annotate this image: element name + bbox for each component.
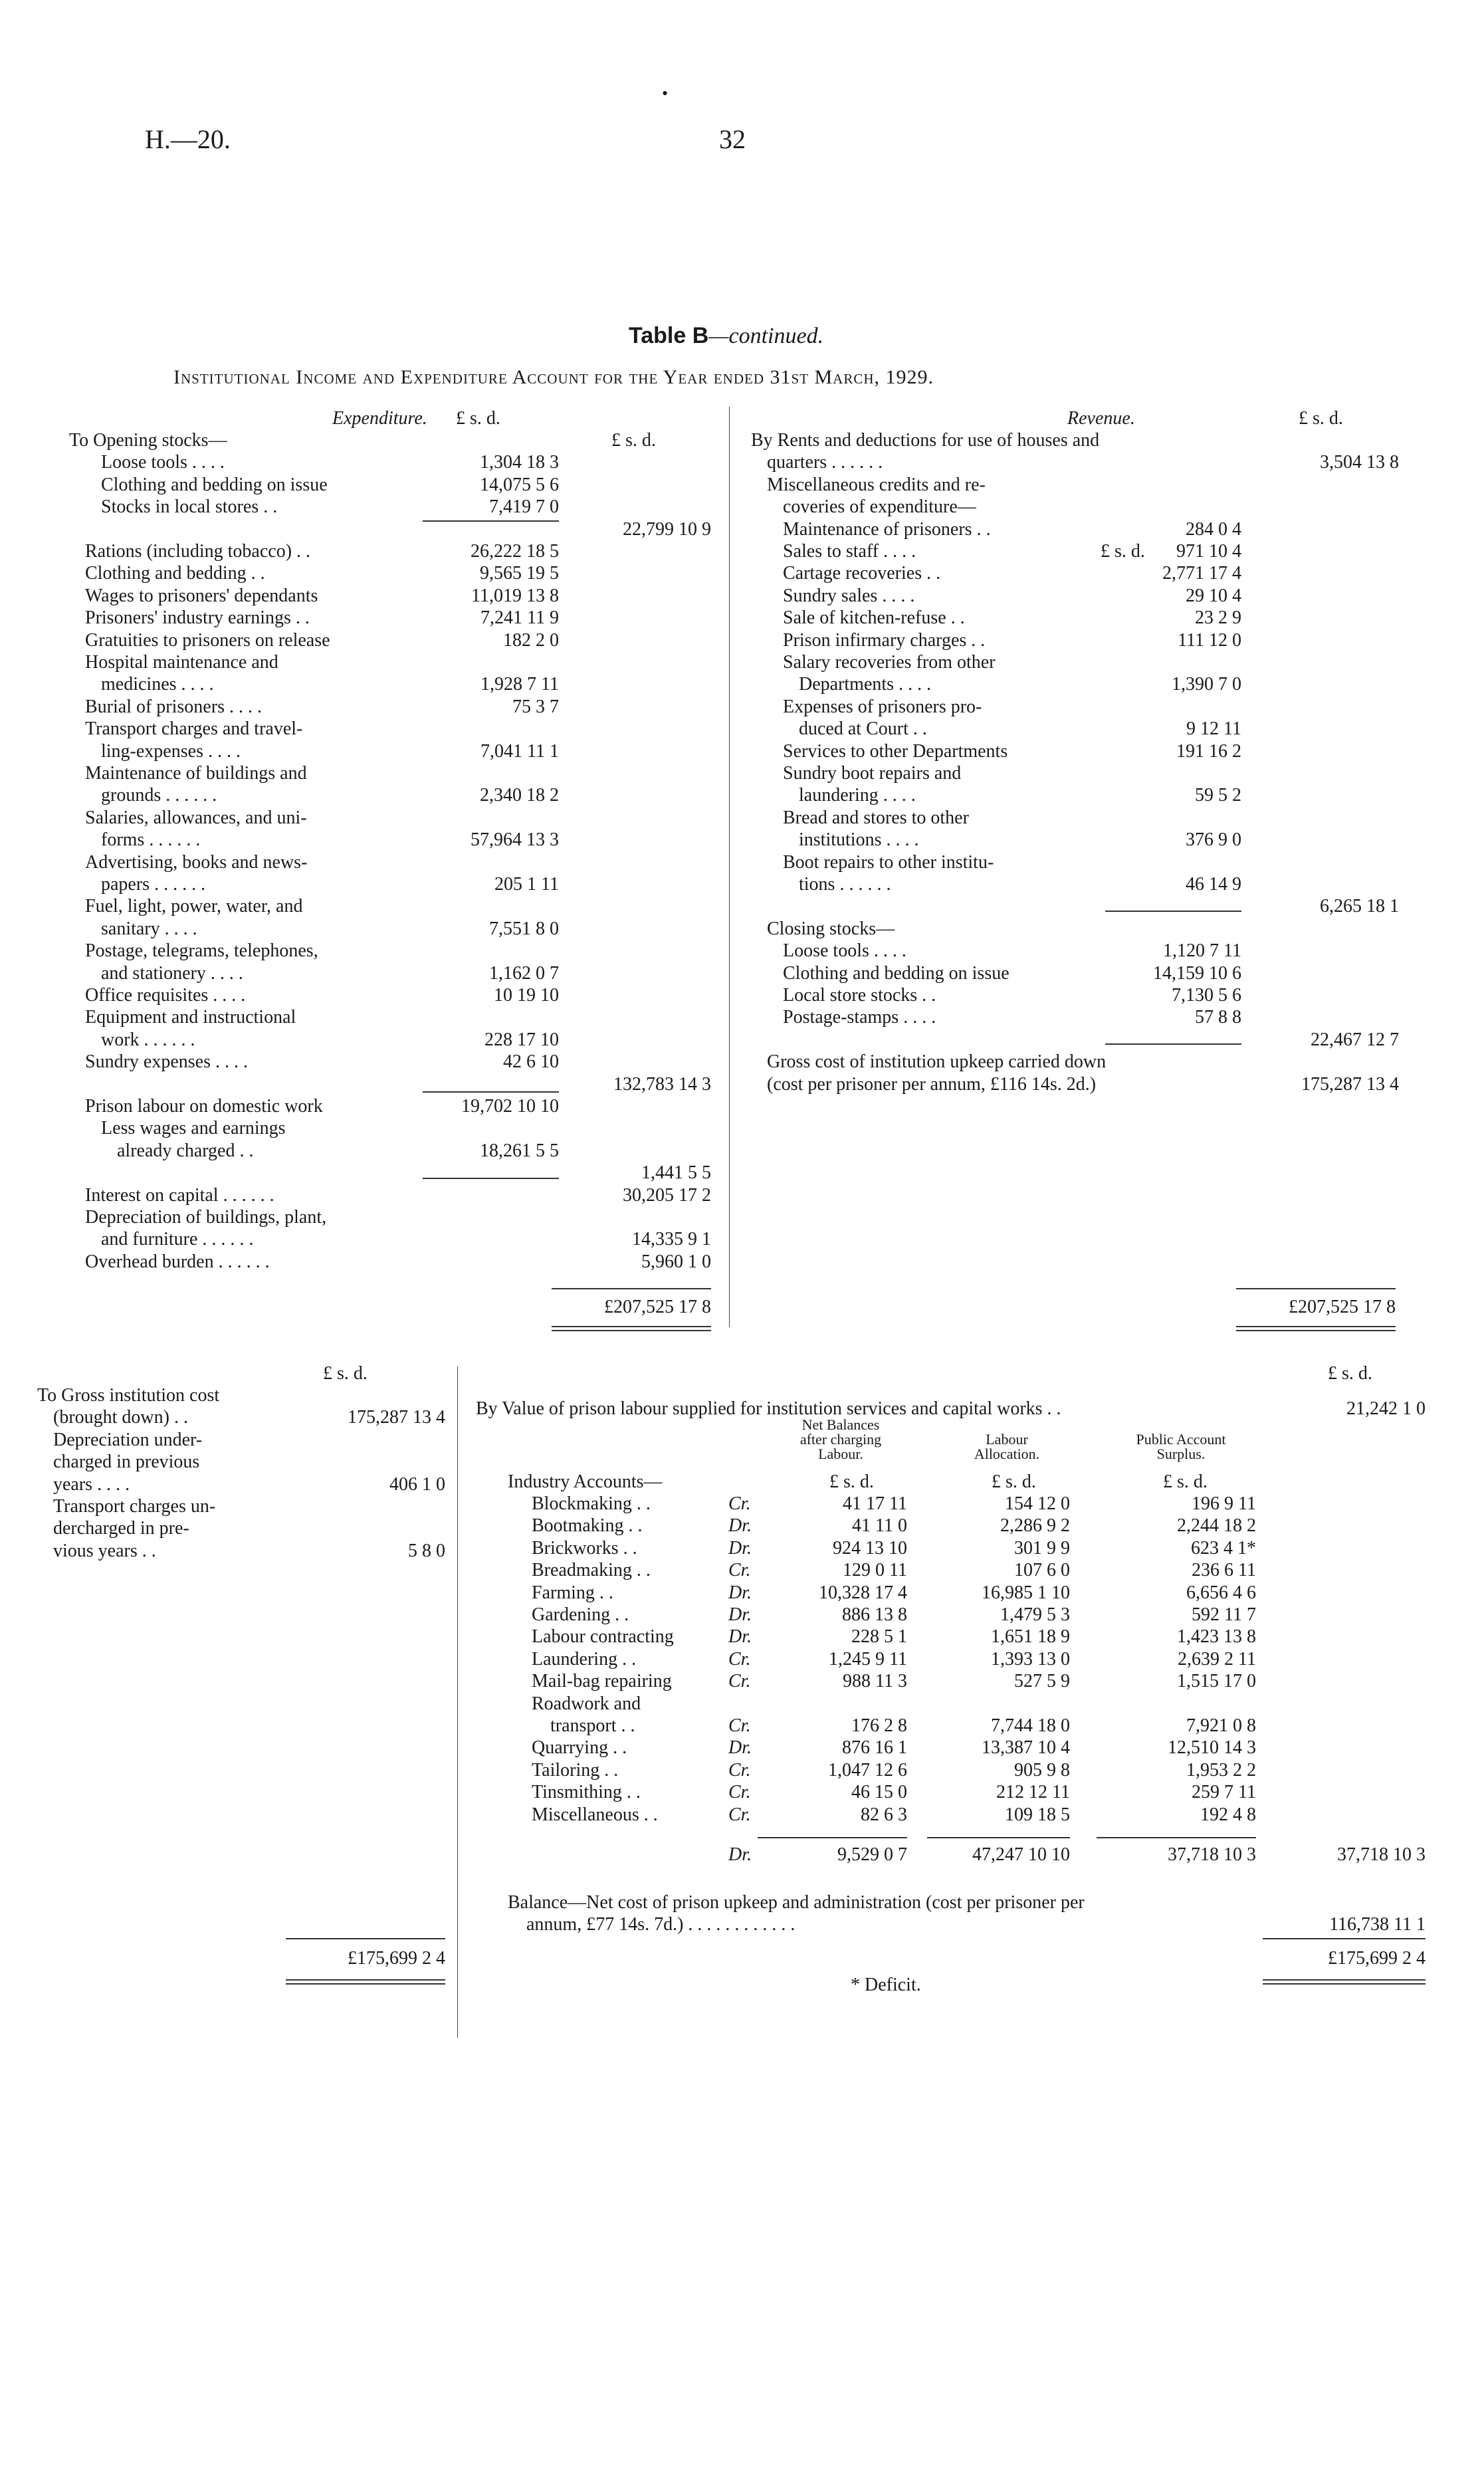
balance-line-1: Balance—Net cost of prison upkeep and administration (cost per prisoner per (508, 1892, 1085, 1913)
rule (1263, 1938, 1426, 1939)
revenue-row-amount: 1,120 7 11 (1163, 940, 1241, 962)
revenue-row-label: Postage-stamps . . . . (783, 1007, 936, 1028)
expenditure-row-label: grounds . . . . . . (101, 785, 217, 806)
industry-dr-cr: Dr. (728, 1537, 752, 1559)
expenditure-row-amount: 57,964 13 3 (471, 829, 559, 851)
expenditure-row-label: forms . . . . . . (101, 829, 201, 851)
revenue-row-amount: 2,771 17 4 (1162, 563, 1241, 584)
revenue-row-label: Closing stocks— (767, 918, 895, 939)
report-reference: H.—20. (145, 124, 231, 154)
revenue-row-total: 6,265 18 1 (1320, 896, 1399, 917)
rule (552, 1288, 711, 1289)
industry-dr-cr: Cr. (728, 1782, 751, 1803)
industry-public-surplus: 623 4 1* (1191, 1537, 1256, 1559)
industry-labour-allocation: 301 9 9 (1014, 1537, 1070, 1559)
revenue-row-label: coveries of expenditure— (783, 496, 976, 518)
industry-public-surplus: 592 11 7 (1192, 1604, 1256, 1625)
expenditure-row-label: Clothing and bedding on issue (101, 474, 328, 495)
expenditure-row-amount: 7,551 8 0 (489, 918, 559, 939)
double-rule (286, 1979, 445, 1985)
labour-value-intro: By Value of prison labour supplied for institution services and capital works . . (476, 1398, 1061, 1419)
revenue-row-amount: 23 2 9 (1195, 607, 1241, 629)
expenditure-row-amount: 7,419 7 0 (489, 496, 559, 518)
expenditure-row-label: papers . . . . . . (101, 874, 206, 895)
revenue-row-label: (cost per prisoner per annum, £116 14s. 2d.) (767, 1073, 1097, 1095)
industry-labour-allocation: 13,387 10 4 (982, 1737, 1070, 1759)
lower-left-row-label: Depreciation under- (53, 1429, 203, 1450)
revenue-row-label: Sale of kitchen-refuse . . (783, 607, 965, 629)
industry-public-surplus: 196 9 11 (1192, 1493, 1256, 1514)
revenue-row-label: Bread and stores to other (783, 807, 969, 828)
industry-public-surplus: 6,656 4 6 (1186, 1582, 1256, 1603)
industry-net-balance: 228 5 1 (851, 1626, 907, 1648)
lower-left-row-label: (brought down) . . (53, 1407, 188, 1428)
expenditure-row-amount: 182 2 0 (503, 629, 559, 651)
lower-left-row-amount: 175,287 13 4 (348, 1407, 445, 1428)
expenditure-row-label: work . . . . . . (101, 1029, 195, 1050)
lower-left-row-amount: 5 8 0 (408, 1540, 445, 1561)
expenditure-row-amount: 2,340 18 2 (480, 785, 559, 806)
revenue-row-amount: 376 9 0 (1186, 829, 1241, 851)
industry-net-balance: 924 13 10 (833, 1537, 907, 1559)
expenditure-row-amount: 9,565 19 5 (480, 563, 559, 584)
expenditure-row-label: medicines . . . . (101, 674, 214, 695)
expenditure-row-total: 22,799 10 9 (623, 518, 711, 540)
industry-net-balance: 129 0 11 (843, 1560, 907, 1581)
rule (1097, 1837, 1256, 1838)
expenditure-row-label: sanitary . . . . (101, 918, 197, 939)
rule (423, 520, 559, 522)
lower-left-row-label: Transport charges un- (53, 1496, 216, 1517)
revenue-row-label: Local store stocks . . (783, 985, 936, 1006)
industry-public-surplus: 192 4 8 (1200, 1804, 1256, 1825)
expenditure-row-amount: 19,702 10 10 (461, 1096, 559, 1117)
industry-labour-allocation: 212 12 11 (996, 1782, 1070, 1803)
revenue-row-amount: 57 8 8 (1195, 1007, 1241, 1028)
industry-dr-cr: Dr. (728, 1626, 752, 1648)
industry-name: Quarrying . . (532, 1737, 627, 1759)
expenditure-row-amount: 26,222 18 5 (471, 541, 559, 562)
table-subtitle: Institutional Income and Expenditure Account for the Year ended 31st March, 1929. (173, 366, 934, 388)
industry-dr-cr: Cr. (728, 1715, 751, 1736)
expenditure-row-total: 14,335 9 1 (632, 1229, 711, 1250)
industry-net-balance: 886 13 8 (842, 1604, 907, 1625)
rule (423, 1091, 559, 1093)
industry-name: Gardening . . (532, 1604, 629, 1625)
center-divider (729, 407, 730, 1327)
industry-name: Miscellaneous . . (532, 1804, 658, 1825)
industry-name: Blockmaking . . (532, 1493, 651, 1514)
footnote-deficit: * Deficit. (851, 1975, 921, 1995)
expenditure-col-head-a: £ s. d. (456, 408, 500, 429)
totals-dr-cr: Dr. (728, 1844, 752, 1865)
lower-left-total: £175,699 2 4 (348, 1948, 445, 1969)
expenditure-row-label: Stocks in local stores . . (101, 496, 278, 518)
lower-right-total: £175,699 2 4 (1328, 1948, 1426, 1969)
industry-public-surplus: 7,921 0 8 (1186, 1715, 1256, 1736)
revenue-row-label: duced at Court . . (799, 718, 927, 740)
revenue-row-amount: 111 12 0 (1178, 629, 1241, 651)
revenue-row-label: Salary recoveries from other (783, 652, 996, 673)
expenditure-col-head-b: £ s. d. (611, 430, 656, 451)
industry-labour-allocation: 7,744 18 0 (991, 1715, 1070, 1736)
industry-dr-cr: Cr. (728, 1671, 751, 1692)
revenue-row-label: laundering . . . . (799, 785, 916, 806)
industry-public-surplus: 236 6 11 (1192, 1560, 1256, 1581)
revenue-row-amount: 14,159 10 6 (1153, 962, 1241, 984)
expenditure-row-label: Salaries, allowances, and uni- (85, 807, 307, 828)
expenditure-row-amount: 14,075 5 6 (480, 474, 559, 495)
expenditure-row-label: and furniture . . . . . . (101, 1229, 254, 1250)
revenue-row-label: Sundry boot repairs and (783, 763, 962, 784)
expenditure-row-amount: 11,019 13 8 (471, 585, 559, 606)
expenditure-row-label: Maintenance of buildings and (85, 763, 307, 784)
lower-right-col-head: £ s. d. (1328, 1363, 1372, 1384)
industry-labour-allocation: 1,479 5 3 (1000, 1604, 1070, 1625)
totals-carried: 37,718 10 3 (1337, 1844, 1426, 1865)
revenue-row-amount: 1,390 7 0 (1172, 674, 1241, 695)
industry-public-surplus: 1,515 17 0 (1177, 1671, 1256, 1692)
industry-dr-cr: Dr. (728, 1604, 752, 1625)
revenue-row-label: Sales to staff . . . . (783, 541, 916, 562)
industry-name: transport . . (550, 1715, 635, 1736)
revenue-row-label: quarters . . . . . . (767, 452, 883, 473)
expenditure-row-label: Equipment and instructional (85, 1007, 296, 1028)
industry-accounts-label: Industry Accounts— (508, 1471, 663, 1492)
lower-left-row-amount: 406 1 0 (389, 1473, 445, 1495)
industry-name: Tailoring . . (532, 1759, 619, 1781)
industry-net-balance: 988 11 3 (843, 1671, 907, 1692)
expenditure-row-amount: 1,162 0 7 (489, 962, 559, 984)
industry-public-surplus: 2,244 18 2 (1177, 1515, 1256, 1537)
expenditure-row-total: 30,205 17 2 (623, 1184, 711, 1206)
expenditure-row-label: Prisoners' industry earnings . . (85, 607, 310, 629)
industry-dr-cr: Cr. (728, 1759, 751, 1781)
industry-net-balance: 10,328 17 4 (819, 1582, 907, 1603)
expenditure-row-amount: 18,261 5 5 (480, 1140, 559, 1161)
industry-dr-cr: Dr. (728, 1515, 752, 1537)
revenue-row-amount: 7,130 5 6 (1172, 985, 1241, 1006)
page-number: 32 (719, 124, 746, 154)
revenue-row-label: institutions . . . . (799, 829, 919, 851)
expenditure-row-label: Depreciation of buildings, plant, (85, 1207, 327, 1228)
revenue-col-head: £ s. d. (1299, 408, 1343, 429)
industry-name: Tinsmithing . . (532, 1782, 641, 1803)
expenditure-row-label: Sundry expenses . . . . (85, 1051, 248, 1073)
industry-dr-cr: Cr. (728, 1560, 751, 1581)
expenditure-row-label: ling-expenses . . . . (101, 740, 241, 762)
revenue-row-amount: 284 0 4 (1186, 518, 1241, 540)
lower-left-row-label: dercharged in pre- (53, 1518, 189, 1539)
industry-name: Farming . . (532, 1582, 613, 1603)
expenditure-row-label: Rations (including tobacco) . . (85, 541, 311, 562)
table-title-continued: —continued. (708, 324, 824, 348)
revenue-row-total: 3,504 13 8 (1320, 452, 1399, 473)
industry-labour-allocation: 905 9 8 (1014, 1759, 1070, 1781)
revenue-row-amount: 9 12 11 (1186, 718, 1241, 740)
revenue-inner-col-head: £ s. d. (1101, 541, 1145, 562)
expenditure-row-amount: 75 3 7 (512, 696, 559, 717)
industry-net-balance: 46 15 0 (851, 1782, 907, 1803)
revenue-total: £207,525 17 8 (1289, 1297, 1396, 1317)
revenue-row-amount: 971 10 4 (1176, 541, 1241, 562)
expenditure-row-total: 132,783 14 3 (613, 1073, 711, 1095)
industry-labour-allocation: 107 6 0 (1014, 1560, 1070, 1581)
industry-name: Mail-bag repairing (532, 1671, 672, 1692)
rule (1105, 1043, 1241, 1045)
industry-public-surplus: 259 7 11 (1192, 1782, 1256, 1803)
revenue-row-total: 22,467 12 7 (1311, 1029, 1399, 1050)
expenditure-row-label: and stationery . . . . (101, 962, 243, 984)
revenue-row-label: By Rents and deductions for use of houses and (751, 430, 1100, 451)
expenditure-row-label: Interest on capital . . . . . . (85, 1184, 274, 1206)
rule (758, 1837, 907, 1838)
revenue-row-label: Cartage recoveries . . (783, 563, 941, 584)
industry-name: Bootmaking . . (532, 1515, 643, 1537)
industry-labour-allocation: 109 18 5 (1005, 1804, 1070, 1825)
industry-dr-cr: Cr. (728, 1493, 751, 1514)
lower-left-row-label: charged in previous (53, 1452, 200, 1473)
revenue-row-label: Clothing and bedding on issue (783, 962, 1009, 984)
expenditure-heading: Expenditure. (332, 408, 427, 429)
expenditure-row-amount: 42 6 10 (503, 1051, 559, 1073)
expenditure-row-label: Transport charges and travel- (85, 718, 303, 740)
rule (1236, 1288, 1396, 1289)
industry-net-balance: 41 17 11 (843, 1493, 907, 1514)
expenditure-row-label: Office requisites . . . . (85, 985, 246, 1006)
net-col-head: £ s. d. (829, 1471, 874, 1492)
expenditure-row-amount: 10 19 10 (494, 985, 559, 1006)
industry-labour-allocation: 2,286 9 2 (1000, 1515, 1070, 1537)
table-title (629, 323, 823, 349)
expenditure-row-amount: 228 17 10 (484, 1029, 559, 1050)
revenue-row-label: Sundry sales . . . . (783, 585, 915, 606)
rule (1105, 911, 1241, 912)
industry-name: Brickworks . . (532, 1537, 637, 1559)
revenue-row-label: Loose tools . . . . (783, 940, 906, 962)
expenditure-row-amount: 7,241 11 9 (480, 607, 559, 629)
expenditure-row-amount: 1,304 18 3 (480, 452, 559, 473)
col-title-net-balances: Net Balances after charging Labour. (799, 1416, 882, 1462)
rule (423, 1178, 559, 1179)
industry-public-surplus: 1,953 2 2 (1186, 1759, 1256, 1781)
surplus-col-head: £ s. d. (1163, 1471, 1208, 1492)
expenditure-row-amount: 205 1 11 (494, 874, 559, 895)
lower-left-row-label: vious years . . (53, 1540, 156, 1561)
revenue-row-amount: 191 16 2 (1176, 740, 1241, 762)
industry-name: Labour contracting (532, 1626, 674, 1648)
industry-name: Roadwork and (532, 1693, 641, 1714)
expenditure-row-label: Less wages and earnings (101, 1118, 286, 1139)
balance-line-2: annum, £77 14s. 7d.) . . . . . . . . . . . . (526, 1914, 795, 1935)
lower-left-row-label: years . . . . (53, 1473, 130, 1495)
revenue-row-amount: 59 5 2 (1195, 785, 1241, 806)
industry-labour-allocation: 1,393 13 0 (991, 1648, 1070, 1670)
double-rule (552, 1326, 711, 1331)
expenditure-total: £207,525 17 8 (604, 1297, 711, 1317)
industry-net-balance: 1,245 9 11 (829, 1648, 907, 1670)
expenditure-row-label: Overhead burden . . . . . . (85, 1251, 270, 1272)
revenue-row-label: Departments . . . . (799, 674, 932, 695)
expenditure-row-label: To Opening stocks— (69, 430, 227, 451)
expenditure-row-label: already charged . . (117, 1140, 254, 1161)
expenditure-row-total: 1,441 5 5 (641, 1162, 711, 1184)
revenue-row-amount: 29 10 4 (1186, 585, 1241, 606)
industry-net-balance: 1,047 12 6 (828, 1759, 907, 1781)
revenue-row-label: Services to other Departments (783, 740, 1008, 762)
expenditure-row-label: Hospital maintenance and (85, 652, 278, 673)
expenditure-row-label: Wages to prisoners' dependants (85, 585, 318, 606)
industry-name: Breadmaking . . (532, 1560, 651, 1581)
industry-dr-cr: Dr. (728, 1582, 752, 1603)
expenditure-row-label: Gratuities to prisoners on release (85, 629, 330, 651)
lower-left-row-label: To Gross institution cost (37, 1385, 220, 1406)
industry-net-balance: 876 16 1 (842, 1737, 907, 1759)
revenue-row-amount: 46 14 9 (1186, 874, 1241, 895)
industry-labour-allocation: 154 12 0 (1005, 1493, 1070, 1514)
double-rule (1236, 1326, 1396, 1331)
revenue-row-label: tions . . . . . . (799, 874, 891, 895)
industry-public-surplus: 2,639 2 11 (1178, 1648, 1256, 1670)
totals-net: 9,529 0 7 (837, 1844, 907, 1865)
revenue-row-label: Miscellaneous credits and re- (767, 474, 986, 495)
expenditure-row-amount: 1,928 7 11 (480, 674, 559, 695)
printer-mark: • (662, 84, 669, 103)
col-title-public-surplus: Public Account Surplus. (1136, 1431, 1226, 1462)
industry-dr-cr: Cr. (728, 1648, 751, 1670)
industry-net-balance: 82 6 3 (861, 1804, 907, 1825)
revenue-row-label: Gross cost of institution upkeep carried down (767, 1051, 1107, 1073)
industry-labour-allocation: 16,985 1 10 (982, 1582, 1070, 1603)
double-rule (1263, 1979, 1426, 1985)
rule (286, 1938, 445, 1939)
expenditure-row-label: Prison labour on domestic work (85, 1096, 323, 1117)
col-title-labour-allocation: Labour Allocation. (974, 1431, 1040, 1462)
balance-value: 116,738 11 1 (1329, 1914, 1426, 1935)
revenue-heading: Revenue. (1067, 408, 1135, 429)
expenditure-row-label: Clothing and bedding . . (85, 563, 265, 584)
totals-surplus: 37,718 10 3 (1168, 1844, 1256, 1865)
industry-public-surplus: 1,423 13 8 (1177, 1626, 1256, 1648)
alloc-col-head: £ s. d. (992, 1471, 1036, 1492)
labour-value-amount: 21,242 1 0 (1346, 1398, 1426, 1419)
expenditure-row-label: Postage, telegrams, telephones, (85, 940, 318, 962)
expenditure-row-amount: 7,041 11 1 (480, 740, 559, 762)
industry-net-balance: 41 11 0 (852, 1515, 907, 1537)
industry-dr-cr: Dr. (728, 1737, 752, 1759)
lower-divider (457, 1366, 458, 2038)
expenditure-row-label: Burial of prisoners . . . . (85, 696, 262, 717)
industry-labour-allocation: 1,651 18 9 (991, 1626, 1070, 1648)
table-title-main: Table B (629, 323, 709, 348)
expenditure-row-label: Advertising, books and news- (85, 851, 308, 873)
expenditure-row-label: Fuel, light, power, water, and (85, 896, 303, 917)
industry-dr-cr: Cr. (728, 1804, 751, 1825)
lower-left-col-head: £ s. d. (323, 1363, 368, 1384)
rule (927, 1837, 1070, 1838)
totals-alloc: 47,247 10 10 (972, 1844, 1070, 1865)
industry-labour-allocation: 527 5 9 (1014, 1671, 1070, 1692)
revenue-row-label: Prison infirmary charges . . (783, 629, 986, 651)
industry-name: Laundering . . (532, 1648, 637, 1670)
expenditure-row-label: Loose tools . . . . (101, 452, 225, 473)
industry-net-balance: 176 2 8 (851, 1715, 907, 1736)
revenue-row-label: Expenses of prisoners pro- (783, 696, 982, 717)
revenue-row-label: Maintenance of prisoners . . (783, 518, 991, 540)
revenue-row-label: Boot repairs to other institu- (783, 851, 994, 873)
industry-public-surplus: 12,510 14 3 (1168, 1737, 1256, 1759)
expenditure-row-total: 5,960 1 0 (641, 1251, 711, 1272)
revenue-row-total: 175,287 13 4 (1301, 1073, 1399, 1095)
